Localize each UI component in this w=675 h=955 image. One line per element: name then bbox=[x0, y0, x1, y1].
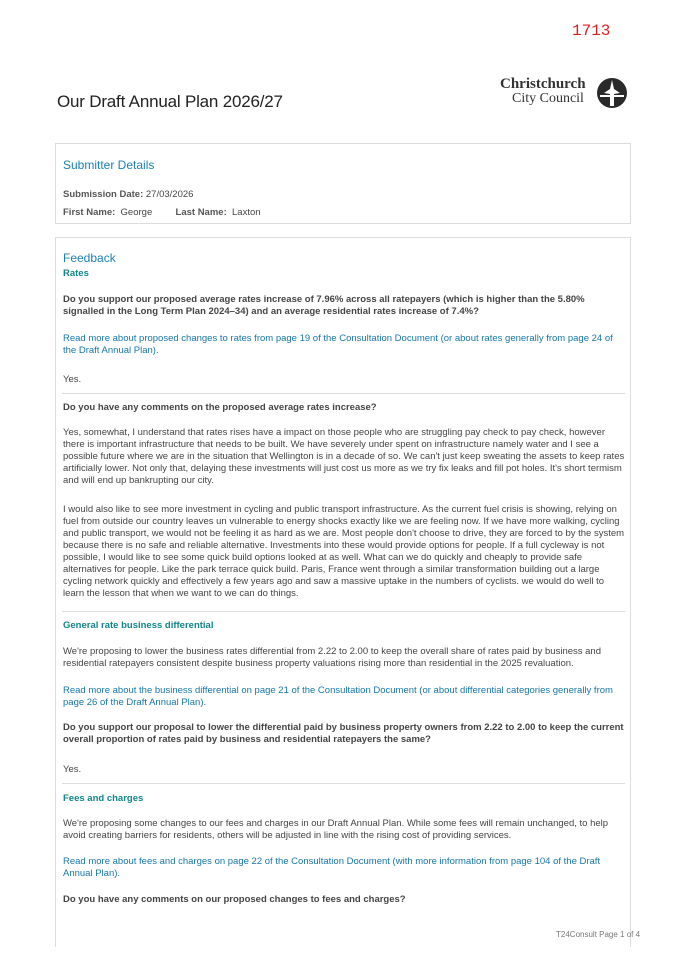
divider bbox=[62, 783, 625, 784]
page-footer: T24Consult Page 1 of 4 bbox=[556, 930, 641, 939]
divider bbox=[62, 393, 625, 394]
differential-read-more-text-2: (or about differential categories generally from page 26 of the bbox=[63, 685, 613, 708]
feedback-panel bbox=[55, 237, 631, 947]
logo-line-1: Christchurch bbox=[500, 76, 586, 92]
differential-answer: Yes. bbox=[63, 764, 82, 775]
submitter-details-heading: Submitter Details bbox=[63, 158, 155, 172]
differential-draft-annual-plan-link[interactable]: Draft Annual Plan bbox=[126, 697, 201, 708]
fees-draft-annual-plan-link[interactable]: Draft Annual Plan bbox=[63, 856, 601, 879]
name-row bbox=[63, 207, 626, 219]
feedback-heading: Feedback bbox=[63, 251, 116, 265]
logo-line-2: City Council bbox=[512, 91, 584, 106]
rates-heading: Rates bbox=[63, 268, 89, 279]
fees-heading: Fees and charges bbox=[63, 793, 144, 804]
rates-consultation-document-link[interactable]: Consultation Document bbox=[339, 333, 438, 344]
last-name-value: Laxton bbox=[232, 207, 261, 218]
page-reference-number: 1713 bbox=[572, 22, 611, 40]
differential-read-more-text: Read more about the business differential on page 21 of the bbox=[63, 685, 318, 696]
first-name-value: George bbox=[120, 207, 153, 218]
rates-read-more-text-3: ). bbox=[152, 345, 159, 356]
council-cathedral-logo-icon bbox=[596, 77, 628, 109]
rates-answer-2-paragraph-2: I would also like to see more investment in cycling and public transport infrastructure. As the current fuel crisis is showing, relying on fuel from outside our country leaves un vulnerable to energy shocks exactly like we are feeling now. If we have more walking, cycling and public transport, we would not be feeling it as hard as we are. Most people don't choose to drive, they are forced to by the system because there is no safe and reliable alternative. Investments into these would provide options for people. If a full cycleway is not possible, I would like to see some quick build options looked at as well. What can we do quickly and cheaply to provide safe alternatives for people. Like the park terrace quick build. Paris, France went through a similar transformation building out a large cycling network quickly and effectively a few years ago and saw a massive uptake in the numbers of cyclists. we would do well to learn the lesson that when we want to we can do things. bbox=[63, 504, 625, 599]
divider bbox=[62, 611, 625, 612]
rates-draft-annual-plan-link[interactable]: Draft Annual Plan bbox=[78, 345, 153, 356]
rates-read-more-text-2: (or about rates generally from page 24 of the bbox=[63, 333, 613, 356]
rates-answer-1: Yes. bbox=[63, 374, 82, 385]
differential-read-more-text-3: ). bbox=[200, 697, 207, 708]
fees-consultation-document-link[interactable]: Consultation Document bbox=[291, 856, 390, 867]
differential-consultation-document-link[interactable]: Consultation Document bbox=[317, 685, 417, 696]
rates-answer-2-paragraph-1: Yes, somewhat, I understand that rates rises have a impact on those people who are struggling pay check to pay check, however there is important infrastructure that needs to be built. We have severely under spent on infrastructure namely water and I see a possible future where we are in the situation that Wellington is in a decade of so. We can't just keep sweating the assets to keep rates artificially lower. Not only that, delaying these investments will just cost us more as we try fix leaks and fill pot holes. It's short termism and will end up bankrupting our city. bbox=[63, 427, 625, 486]
first-name-label: First Name: bbox=[63, 207, 116, 218]
submission-date-row bbox=[63, 189, 626, 201]
fees-read-more-text-2: (with more information from page 104 of the bbox=[389, 856, 580, 867]
fees-question: Do you have any comments on our proposed changes to fees and charges? bbox=[63, 894, 406, 905]
differential-intro: We're proposing to lower the business rates differential from 2.22 to 2.00 to keep the overall share of rates paid by business and residential ratepayers consistent despite business property valuations rising more than residential in the 2025 revaluation. bbox=[63, 646, 601, 669]
rates-question-2: Do you have any comments on the proposed average rates increase? bbox=[63, 402, 377, 413]
fees-read-more bbox=[63, 856, 626, 880]
submission-date-value: 27/03/2026 bbox=[145, 189, 194, 200]
submission-date-label: Submission Date: bbox=[63, 189, 144, 200]
document-title: Our Draft Annual Plan 2026/27 bbox=[57, 92, 283, 111]
submitter-details-panel bbox=[55, 143, 631, 224]
fees-intro: We're proposing some changes to our fees and charges in our Draft Annual Plan. While some fees will remain unchanged, to help avoid creating barriers for residents, others will be adjusted in line with the rising cost of providing services. bbox=[63, 818, 609, 841]
last-name-label: Last Name: bbox=[175, 207, 227, 218]
rates-question-1: Do you support our proposed average rates increase of 7.96% across all ratepayers (which is higher than the 5.80% signalled in the Long Term Plan 2024–34) and an average residential rates increase of 7.4%? bbox=[63, 294, 585, 317]
council-logo bbox=[500, 76, 630, 110]
fees-read-more-text: Read more about fees and charges on page 22 of the bbox=[63, 856, 292, 867]
differential-heading: General rate business differential bbox=[63, 620, 214, 631]
differential-read-more bbox=[63, 685, 626, 709]
rates-read-more bbox=[63, 333, 626, 357]
fees-read-more-text-3: ). bbox=[114, 868, 121, 879]
differential-question: Do you support our proposal to lower the differential paid by business property owners from 2.22 to 2.00 to keep the current overall proportion of rates paid by business and residential ratepayers the same? bbox=[63, 722, 624, 745]
rates-read-more-text: Read more about proposed changes to rates from page 19 of the bbox=[63, 333, 340, 344]
